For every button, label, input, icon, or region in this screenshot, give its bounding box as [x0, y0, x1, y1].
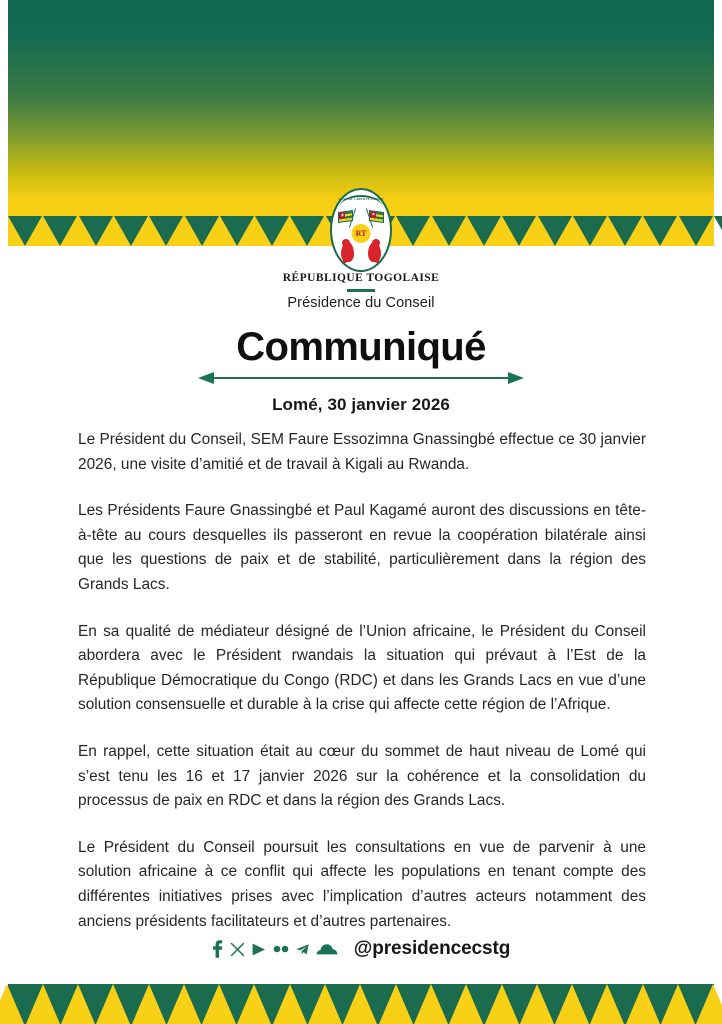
divider-diamond-right [508, 372, 524, 384]
dateline: Lomé, 30 janvier 2026 [272, 395, 450, 414]
republic-name: RÉPUBLIQUE TOGOLAISE [282, 272, 440, 284]
triangle [661, 984, 695, 1024]
triangle [308, 984, 342, 1024]
flag-star-left-icon: ★ [340, 212, 345, 218]
tiktok-icon[interactable] [273, 945, 289, 953]
triangle [414, 984, 448, 1024]
triangle [696, 984, 722, 1024]
paragraph: En rappel, cette situation était au cœur du sommet de haut niveau de Lomé qui s’est tenu les 16 et 17 janvier 2026 sur la cohérence et la consolidation du processus de paix en RDC et dans la région des Grands Lacs. [78, 742, 646, 810]
triangle [485, 984, 519, 1024]
bottom-triangle-border [8, 984, 714, 1024]
triangle [555, 984, 589, 1024]
soundcloud-icon[interactable] [316, 944, 338, 955]
paragraph: Les Présidents Faure Gnassingbé et Paul Kagamé auront des discussions en tête-à-tête au cours desquelles ils passeront en revue la coopération bilatérale ainsi que les questions de paix et de stabilité, particulièrement dans la région des Grands Lacs. [78, 502, 646, 593]
triangle [132, 984, 166, 1024]
triangle [590, 984, 624, 1024]
emblem-motto-text: TRAVAIL LIBERTÉ PATRIE [338, 197, 384, 201]
triangle [96, 984, 130, 1024]
social-handle[interactable]: @presidencecstg [353, 938, 511, 959]
triangle [626, 984, 660, 1024]
coat-of-arms-icon [330, 188, 392, 272]
facebook-icon[interactable] [212, 940, 223, 958]
flag-canton-right [370, 211, 376, 218]
emblem-container [0, 188, 722, 272]
divider-line [210, 377, 512, 379]
triangle [273, 984, 307, 1024]
togo-flag-right-icon [369, 210, 384, 223]
triangle [0, 984, 24, 1024]
flag-star-right-icon: ★ [371, 211, 376, 218]
triangle [520, 984, 554, 1024]
paragraph: Le Président du Conseil, SEM Faure Essozimna Gnassingbé effectue ce 30 janvier 2026, une visite d’amitié et de travail à Kigali au Rwanda. [78, 431, 646, 473]
togo-flag-left-icon [338, 210, 353, 223]
paragraph: En sa qualité de médiateur désigné de l’Union africaine, le Président du Conseil abordera avec le Président rwandais la situation qui prévaut à l’Est de la République Démocratique du Congo (RDC) et dans les Grands Lacs en vue d’une solution consensuelle et durable à la crise qui affecte cette région de l’Afrique. [78, 622, 646, 714]
triangle [167, 984, 201, 1024]
triangle [26, 984, 60, 1024]
page-title: Communiqué [236, 325, 486, 369]
triangle [61, 984, 95, 1024]
x-twitter-icon[interactable] [230, 942, 245, 957]
header-gradient-banner [8, 0, 714, 216]
triangle [379, 984, 413, 1024]
triangle [202, 984, 236, 1024]
triangle [449, 984, 483, 1024]
paragraph: Le Président du Conseil poursuit les consultations en vue de parvenir à une solution africaine à ce conflit qui affecte les populations en tenant compte des différentes initiatives prises avec l’implication d’autres acteurs notamment des anciens présidents facilitateurs et d’autres partenaires. [78, 838, 646, 930]
lion-left-icon [341, 242, 354, 262]
triangle [343, 984, 377, 1024]
rt-monogram: RT [352, 224, 371, 243]
flag-canton-left [339, 212, 345, 219]
triangle [237, 984, 271, 1024]
institution-name: Présidence du Conseil [287, 295, 435, 311]
communique-body [78, 428, 646, 934]
title-divider [198, 372, 524, 384]
lion-right-icon [368, 242, 381, 262]
social-footer [0, 938, 722, 960]
telegram-icon[interactable] [296, 944, 309, 955]
youtube-icon[interactable] [252, 943, 266, 956]
header-small-rule [347, 289, 375, 292]
